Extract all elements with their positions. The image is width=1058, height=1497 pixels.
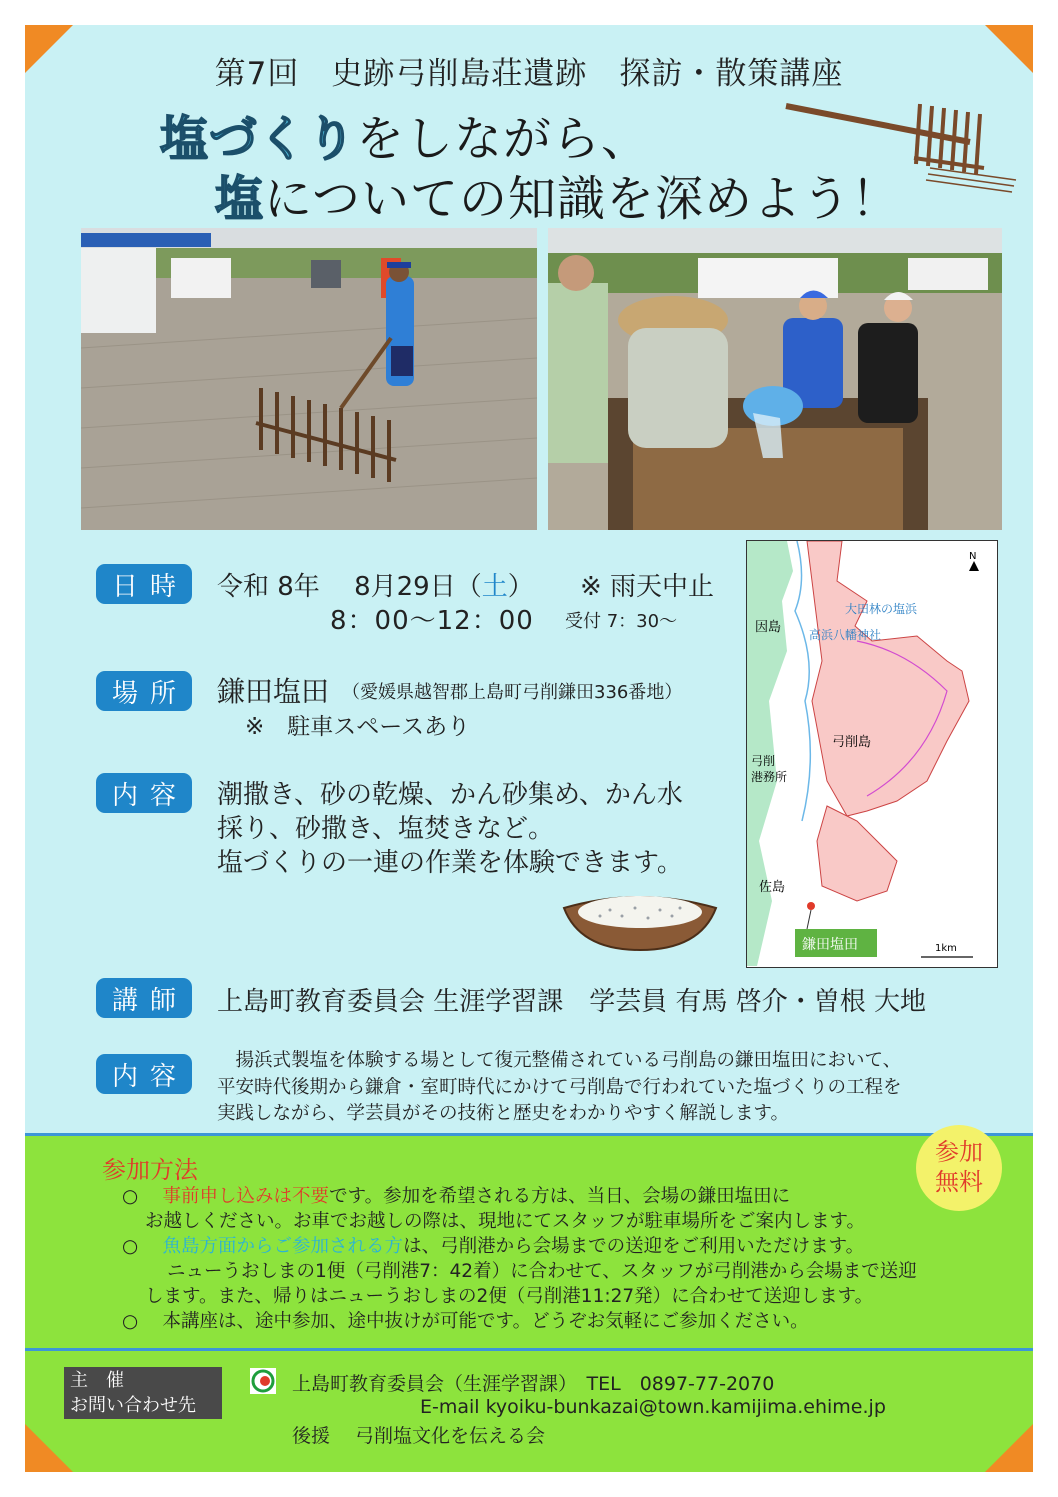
organizer-label-box: 主 催 お問い合わせ先 <box>64 1367 222 1419</box>
svg-text:港務所: 港務所 <box>751 770 788 784</box>
howto-item-2: ○ 魚島方面からご参加される方は、弓削港から会場までの送迎をご利用いただけます。 <box>122 1236 865 1257</box>
place-label: 場 所 <box>96 671 192 711</box>
content-line-1: 潮撒き、砂の乾燥、かん砂集め、かん水 <box>217 780 683 810</box>
event-date: 令和 8年 8月29日（土） <box>217 572 534 602</box>
content-line-2: 採り、砂撒き、塩焚きなど。 <box>217 814 554 844</box>
organizer-email[interactable]: E-mail kyoiku-bunkazai@town.kamijima.ehime.jp <box>420 1396 886 1418</box>
description-line-1: 揚浜式製塩を体験する場として復元整備されている弓削島の鎌田塩田において、 <box>217 1050 902 1071</box>
howto-item-2-line-2: ニューうおしまの1便（弓削港7：42着）に合わせて、スタッフが弓削港から会場まで送迎 <box>167 1261 917 1282</box>
content-label: 内 容 <box>96 773 192 813</box>
free-badge: 参加 無料 <box>916 1125 1002 1211</box>
headline-rest-1: をしながら、 <box>356 111 651 167</box>
howto-item-2-line-3: します。また、帰りはニューうおしまの2便（弓削港11:27発）に合わせて送迎します。 <box>145 1286 874 1307</box>
event-time: 8：00〜12：00 <box>330 606 534 636</box>
svg-text:1km: 1km <box>935 943 957 954</box>
location-map <box>746 540 998 968</box>
salt-bowl-illustration <box>560 890 720 952</box>
svg-text:因島: 因島 <box>755 620 782 635</box>
rake-illustration <box>780 96 1020 206</box>
organizer-contact: 上島町教育委員会（生涯学習課） TEL 0897-77-2070 <box>292 1373 775 1395</box>
description-line-3: 実践しながら、学芸員がその技術と歴史をわかりやすく解説します。 <box>217 1103 790 1124</box>
parking-note: ※ 駐車スペースあり <box>245 714 471 740</box>
svg-text:N: N <box>969 551 977 562</box>
rain-note: ※ 雨天中止 <box>580 572 715 602</box>
headline-rest-2: についての知識を深めよう！ <box>264 171 901 227</box>
place-address: （愛媛県越智郡上島町弓削鎌田336番地） <box>342 682 683 703</box>
datetime-label: 日 時 <box>96 564 192 604</box>
howto-item-1: ○ 事前申し込みは不要です。参加を希望される方は、当日、会場の鎌田塩田に <box>122 1186 791 1207</box>
town-logo-icon <box>250 1368 276 1394</box>
svg-text:弓削: 弓削 <box>751 754 776 768</box>
headline-highlight-1: 塩づくり <box>160 111 357 167</box>
content-line-3: 塩づくりの一連の作業を体験できます。 <box>217 848 683 878</box>
headline-highlight-2: 塩 <box>215 171 265 227</box>
reception-time: 受付 7：30〜 <box>565 611 678 632</box>
svg-text:弓削島: 弓削島 <box>832 735 872 750</box>
howto-item-1-line-2: お越しください。お車でお越しの際は、現地にてスタッフが駐車場所をご案内します。 <box>145 1211 866 1232</box>
corner-decoration-bottom-right <box>985 1424 1033 1472</box>
divider-top <box>25 1133 1033 1136</box>
headline-line-1 <box>160 100 650 169</box>
howto-item-3: ○ 本講座は、途中参加、途中抜けが可能です。どうぞお気軽にご参加ください。 <box>122 1311 809 1332</box>
supporter: 後援 弓削塩文化を伝える会 <box>292 1425 546 1447</box>
event-subtitle: 第7回 史跡弓削島荘遺跡 探訪・散策講座 <box>214 56 844 92</box>
lecturer-names: 上島町教育委員会 生涯学習課 学芸員 有馬 啓介・曽根 大地 <box>217 987 927 1017</box>
svg-text:鎌田塩田: 鎌田塩田 <box>802 937 858 953</box>
description-line-2: 平安時代後期から鎌倉・室町時代にかけて弓削島で行われていた塩づくりの工程を <box>217 1077 902 1098</box>
divider-bottom <box>25 1348 1033 1351</box>
svg-text:高浜八幡神社: 高浜八幡神社 <box>809 628 882 642</box>
description-label: 内 容 <box>96 1054 192 1094</box>
corner-decoration-bottom-left <box>25 1424 73 1472</box>
svg-text:佐島: 佐島 <box>759 880 786 895</box>
photo-pouring-brine <box>548 228 1002 530</box>
svg-text:大田林の塩浜: 大田林の塩浜 <box>845 602 918 616</box>
place-name: 鎌田塩田 <box>217 675 330 708</box>
howto-title: 参加方法 <box>102 1156 198 1184</box>
lecturer-label: 講 師 <box>96 978 192 1018</box>
photo-raking-sand <box>81 228 537 530</box>
saturday-mark: 土 <box>481 572 508 602</box>
